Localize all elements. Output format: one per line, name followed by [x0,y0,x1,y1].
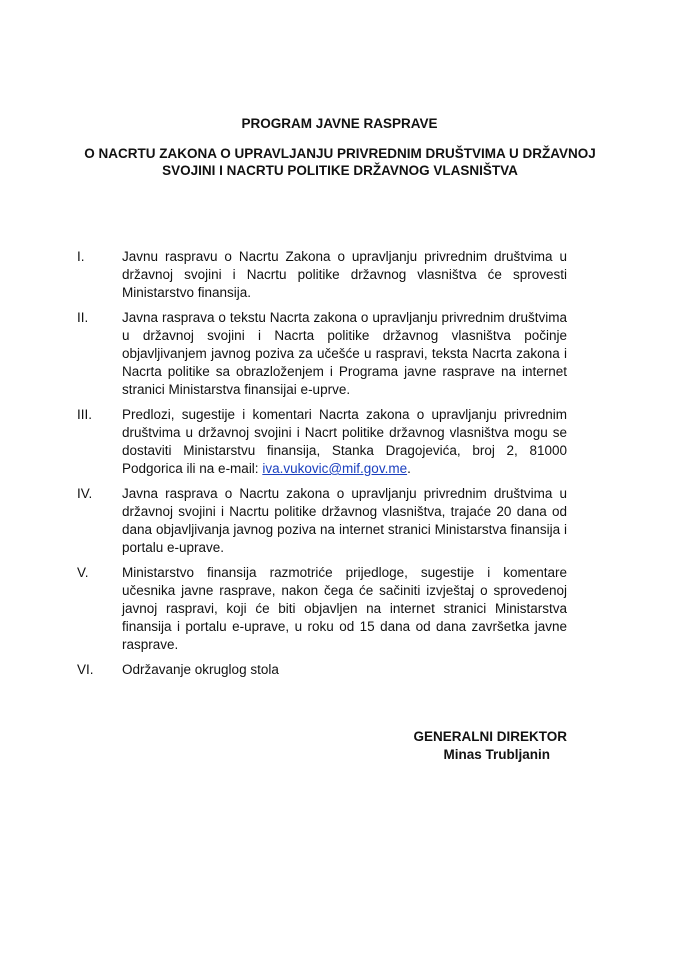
item-number: III. [77,407,93,422]
list-item [77,485,567,557]
email-link[interactable]: iva.vukovic@mif.gov.me [262,461,408,476]
item-text: Održavanje okruglog stola [122,662,279,677]
item-number: II. [77,310,89,325]
item-text: Javna rasprava o tekstu Nacrta zakona o upravljanju privrednim društvima u državnoj svojini i Nacrta politike državnog vlasništva počinje objavljivanjem javnog poziva za učešće u raspravi, teksta Nacrta zakona i Nacrta politike sa obrazloženjem i Programa javne rasprave na internet stranici Ministarstva finansijai e-uprve. [122,310,567,397]
signature-block [413,728,567,764]
signature-name: Minas Trubljanin [443,747,550,762]
item-text: Javna rasprava o Nacrtu zakona o upravljanju privrednim društvima u državnoj svojini i Nacrtu politike državnog vlasništva, trajaće 20 dana od dana objavljivanja javnog poziva na internet stranici Ministarstva finansija i portalu e-uprave. [122,486,567,555]
list-item [77,564,567,654]
list-item [77,248,567,302]
program-items-list [77,248,567,686]
list-item [77,406,567,478]
item-text: Ministarstvo finansija razmotriće prijedloge, sugestije i komentare učesnika javne rasprave, nakon čega će sačiniti izvještaj o sprovedenoj javnoj raspravi, koji će biti objavljen na internet stranici Ministarstva finansija i portalu e-uprave, u roku od 15 dana od dana završetka javne rasprave. [122,565,567,652]
item-text-end: . [407,461,411,476]
signature-role: GENERALNI DIREKTOR [413,729,567,744]
item-number: V. [77,565,89,580]
document-subtitle: O NACRTU ZAKONA O UPRAVLJANJU PRIVREDNIM DRUŠTVIMA U DRŽAVNOJ SVOJINI I NACRTU POLITIKE DRŽAVNOG VLASNIŠTVA [84,146,596,178]
item-number: I. [77,249,85,264]
list-item [77,661,567,679]
item-text: Predlozi, sugestije i komentari Nacrta zakona o upravljanju privrednim društvima u državnoj svojini i Nacrt politike državnog vlasništva mogu se dostaviti Ministarstvu finansija, Stanka Dragojevića, broj 2, 81000 Podgorica ili na e-mail: [122,407,567,476]
item-number: VI. [77,662,94,677]
item-text-container [122,406,567,478]
item-number: IV. [77,486,93,501]
item-text: Javnu raspravu o Nacrtu Zakona o upravljanju privrednim društvima u državnoj svojini i Nacrtu politike državnog vlasništva će sprovesti Ministarstvo finansija. [122,249,567,300]
list-item [77,309,567,399]
document-title: PROGRAM JAVNE RASPRAVE [241,116,438,131]
